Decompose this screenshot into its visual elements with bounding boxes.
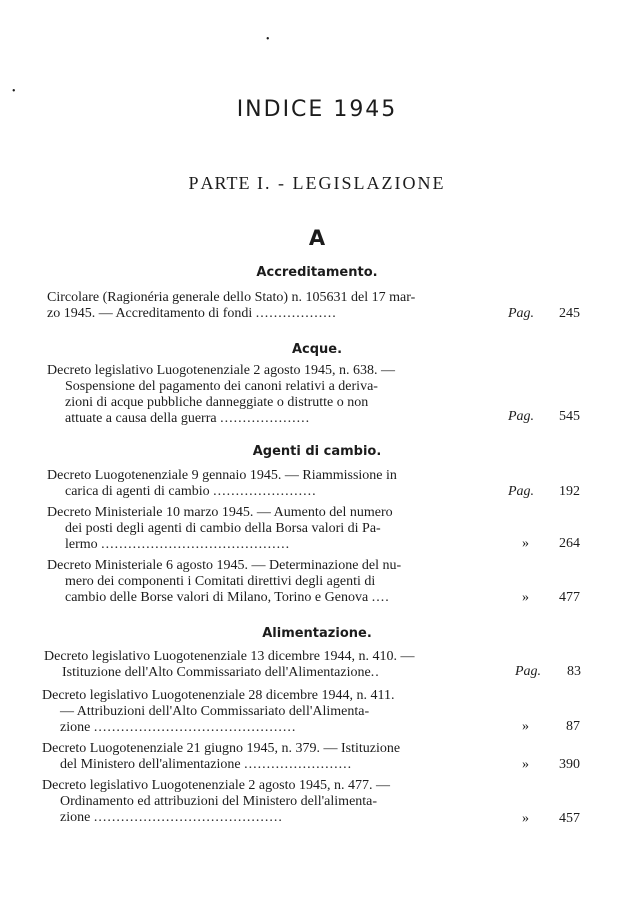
- leader-dots: .............................................: [93, 720, 297, 735]
- part-number: I.: [256, 173, 272, 193]
- leader-dots: ....................: [220, 411, 311, 426]
- leader-dots: .......................: [213, 484, 317, 499]
- entry-line: Decreto legislativo Luogotenenziale 13 dicembre 1944, n. 410. —: [44, 649, 415, 664]
- ink-speck: •: [12, 86, 16, 97]
- entry-line: Decreto Ministeriale 10 marzo 1945. — Aumento del numero: [47, 505, 393, 520]
- index-entry: [47, 290, 497, 322]
- index-entry: [44, 649, 502, 681]
- page-number: 545: [559, 409, 580, 424]
- heading-acque: Acque.: [291, 342, 343, 357]
- page-label: »: [522, 536, 529, 551]
- entry-text: attuate a causa della guerra: [65, 411, 217, 426]
- entry-line: Circolare (Ragionéria generale dello Stato) n. 105631 del 17 mar-: [47, 290, 416, 305]
- heading-alimentazione: Alimentazione.: [262, 626, 372, 641]
- section-letter: A: [308, 226, 326, 250]
- page-number: 477: [559, 590, 580, 605]
- entry-line-last: [42, 810, 500, 826]
- entry-line-last: [42, 720, 500, 736]
- index-entry: [42, 741, 500, 773]
- leader-dots: ....: [371, 590, 390, 605]
- page-number: 457: [559, 811, 580, 826]
- index-entry: [47, 363, 497, 427]
- entry-line-last: [44, 665, 502, 681]
- page-number: 83: [567, 664, 581, 679]
- page-label: Pag.: [508, 306, 535, 321]
- ink-speck: •: [266, 34, 270, 45]
- entry-line: Decreto Luogotenenziale 9 gennaio 1945. — Riammissione in: [47, 468, 397, 483]
- entry-line: Decreto legislativo Luogotenenziale 28 dicembre 1944, n. 411.: [42, 688, 395, 703]
- page-label: Pag.: [508, 484, 535, 499]
- page-title: INDICE 1945: [236, 97, 398, 122]
- heading-accreditamento: Accreditamento.: [256, 265, 378, 280]
- entry-line-last: [47, 537, 497, 553]
- index-entry: [42, 688, 500, 736]
- entry-line: Decreto Luogotenenziale 21 giugno 1945, n. 379. — Istituzione: [42, 741, 401, 756]
- entry-line: Decreto legislativo Luogotenenziale 2 agosto 1945, n. 638. —: [47, 363, 395, 378]
- page-label: Pag.: [508, 409, 535, 424]
- entry-line: Ordinamento ed attribuzioni del Ministero dell'alimenta-: [60, 794, 378, 809]
- page-number: 390: [559, 757, 580, 772]
- entry-text: cambio delle Borse valori di Milano, Torino e Genova: [65, 590, 369, 605]
- entry-text: del Ministero dell'alimentazione: [60, 757, 241, 772]
- page-ref: [508, 306, 580, 322]
- entry-line-last: [47, 590, 497, 606]
- entry-text: Istituzione dell'Alto Commissariato dell'Alimentazione: [62, 665, 371, 680]
- page-ref: [508, 484, 580, 500]
- index-entry: [42, 778, 500, 826]
- page-number: 245: [559, 306, 580, 321]
- page-label: »: [522, 811, 529, 826]
- entry-text: zione: [60, 810, 91, 825]
- leader-dots: ..........................................: [93, 810, 283, 825]
- part-heading: [0, 173, 634, 194]
- part-label: ARTE: [200, 173, 251, 193]
- entry-text: zo 1945. — Accreditamento di fondi: [47, 306, 253, 321]
- page-number: 87: [566, 719, 580, 734]
- entry-line: zioni di acque pubbliche danneggiate o distrutte o non: [65, 395, 369, 410]
- index-entry: [47, 558, 497, 606]
- index-entry: [47, 505, 497, 553]
- entry-line: — Attribuzioni dell'Alto Commissariato dell'Alimenta-: [60, 704, 370, 719]
- entry-line: dei posti degli agenti di cambio della Borsa valori di Pa-: [65, 521, 381, 536]
- entry-line: Sospensione del pagamento dei canoni relativi a deriva-: [65, 379, 378, 394]
- entry-line-last: [42, 757, 500, 773]
- page-ref: [508, 409, 580, 425]
- part-prefix: P: [188, 173, 201, 193]
- entry-line: Decreto legislativo Luogotenenziale 2 agosto 1945, n. 477. —: [42, 778, 390, 793]
- leader-dots: ..........................................: [101, 537, 291, 552]
- entry-text: lermo: [65, 537, 98, 552]
- entry-line-last: [47, 411, 497, 427]
- part-name: LEGISLAZIONE: [292, 173, 446, 193]
- page-label: »: [522, 719, 529, 734]
- page-number: 192: [559, 484, 580, 499]
- entry-text: carica di agenti di cambio: [65, 484, 210, 499]
- leader-dots: ..................: [255, 306, 337, 321]
- page-label: »: [522, 590, 529, 605]
- leader-dots: ..: [370, 665, 380, 680]
- entry-line: mero dei componenti i Comitati direttivi degli agenti di: [65, 574, 376, 589]
- part-dash: -: [277, 173, 286, 193]
- leader-dots: ........................: [244, 757, 353, 772]
- entry-line-last: [47, 484, 497, 500]
- entry-text: zione: [60, 720, 91, 735]
- entry-line-last: [47, 306, 497, 322]
- page-label: »: [522, 757, 529, 772]
- page-label: Pag.: [515, 664, 542, 679]
- heading-agenti-di-cambio: Agenti di cambio.: [252, 444, 382, 459]
- entry-line: Decreto Ministeriale 6 agosto 1945. — Determinazione del nu-: [47, 558, 402, 573]
- page-ref: [515, 664, 581, 680]
- index-entry: [47, 468, 497, 500]
- page-number: 264: [559, 536, 580, 551]
